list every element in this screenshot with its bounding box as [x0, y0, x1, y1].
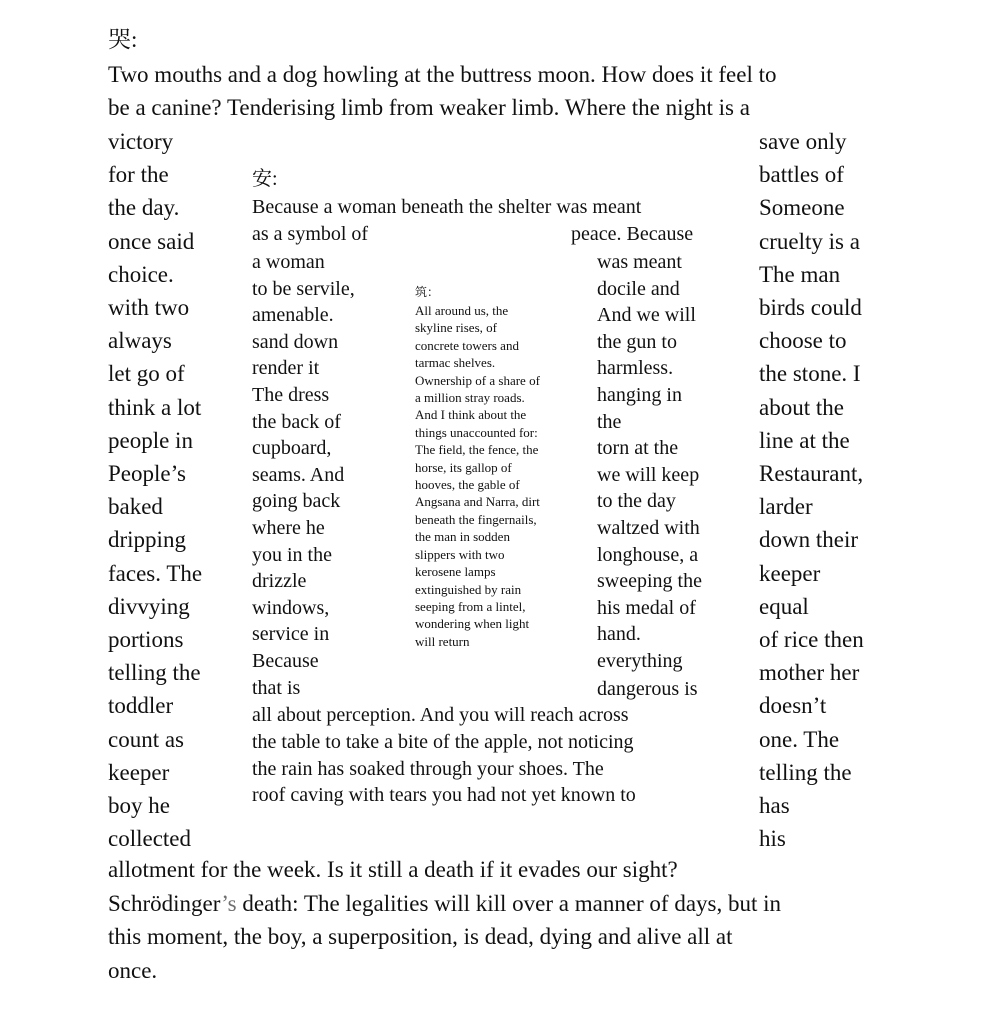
outer-bottom-line: this moment, the boy, a superposition, is dead, dying and alive all at [108, 924, 733, 949]
middle-left-line: seams. And [252, 463, 345, 486]
outer-left-line: dripping [108, 527, 186, 553]
inner-line: And I think about the [415, 407, 527, 423]
outer-left-line: toddler [108, 693, 174, 719]
middle-left-line: where he [252, 516, 325, 539]
outer-left-line: boy he [108, 793, 170, 819]
middle-right-line: we will keep [597, 463, 700, 486]
outer-right-line: The man [759, 261, 841, 287]
middle-bottom-line: roof caving with tears you had not yet known to [252, 784, 636, 807]
outer-bottom-line [108, 887, 781, 921]
middle-right-line: the gun to [597, 330, 677, 353]
middle-right-line: sweeping the [597, 570, 702, 593]
inner-line: slippers with two [415, 546, 505, 562]
middle-right-line: hanging in [597, 383, 682, 406]
inner-line: wondering when light [415, 616, 530, 632]
outer-right-line: telling the [759, 759, 852, 785]
outer-left-line: divvying [108, 593, 190, 619]
outer-right-line: battles of [759, 162, 844, 188]
outer-top-line: Two mouths and a dog howling at the buttress moon. How does it feel to [108, 62, 777, 87]
middle-left-line: going back [252, 490, 341, 513]
middle-left-line: The dress [252, 383, 330, 406]
outer-left-line: keeper [108, 759, 170, 785]
outer-right-line: doesn’t [759, 693, 827, 719]
inner-line: The field, the fence, the [415, 442, 539, 458]
outer-right-line: cruelty is a [759, 228, 860, 254]
outer-left-line: for the [108, 162, 169, 188]
outer-top-line: be a canine? Tenderising limb from weaker limb. Where the night is a [108, 95, 750, 121]
schrodinger-word: Schrödinger [108, 890, 222, 916]
outer-left-line: portions [108, 627, 184, 653]
middle-right-line: hand. [597, 623, 641, 646]
middle-right-column [597, 249, 702, 675]
outer-right-line: has [759, 793, 790, 819]
middle-left-line: cupboard, [252, 437, 332, 460]
outer-left-line: faces. The [108, 560, 203, 586]
middle-right-line: the [597, 410, 622, 433]
outer-right-line: keeper [759, 560, 821, 586]
outer-right-line: Restaurant, [759, 461, 864, 487]
outer-poem-top-lines [108, 58, 777, 124]
middle-left-line: windows, [252, 596, 330, 619]
middle-right-line: torn at the [597, 437, 679, 460]
inner-line: extinguished by rain [415, 581, 522, 597]
middle-left-line: you in the [252, 543, 332, 566]
middle-bottom-line: the table to take a bite of the apple, not noticing [252, 730, 634, 753]
outer-bottom-line-rest: death: The legalities will kill over a manner of days, but in [236, 890, 782, 916]
middle-left-line: drizzle [252, 570, 307, 593]
middle-left-line: amenable. [252, 304, 334, 327]
outer-left-line: count as [108, 726, 185, 752]
middle-right-line: his medal of [597, 596, 696, 619]
outer-right-line: save only [759, 129, 847, 154]
inner-line: things unaccounted for: [415, 424, 538, 440]
inner-line: skyline rises, of [415, 320, 497, 336]
middle-right-line: And we will [597, 304, 696, 327]
middle-second-left: as a symbol of [252, 222, 369, 245]
middle-top-line: Because a woman beneath the shelter was meant [252, 196, 642, 218]
middle-right-line: longhouse, a [597, 543, 699, 566]
inner-line: Angsana and Narra, dirt [415, 494, 540, 510]
outer-left-line: people in [108, 427, 193, 453]
outer-poem-title: 哭: [108, 27, 138, 52]
inner-line: seeping from a lintel, [415, 598, 526, 614]
outer-right-line: one. The [759, 726, 840, 752]
outer-left-line: victory [108, 129, 174, 154]
outer-left-line: baked [108, 494, 163, 520]
inner-line: will return [415, 633, 470, 649]
outer-left-line: once said [108, 228, 195, 254]
middle-right-line: to the day [597, 490, 676, 513]
outer-left-line: think a lot [108, 394, 202, 420]
outer-poem-bottom-lines [108, 853, 781, 987]
middle-poem-bottom-lines [252, 702, 636, 809]
inner-line: All around us, the [415, 303, 509, 318]
outer-right-line: line at the [759, 427, 850, 453]
inner-line: a million stray roads. [415, 390, 525, 406]
outer-right-line: mother her [759, 660, 860, 686]
middle-right-last-line: dangerous is [597, 678, 698, 700]
outer-right-line: down their [759, 527, 859, 553]
outer-left-line: telling the [108, 660, 201, 686]
outer-left-line: let go of [108, 361, 185, 387]
outer-right-line: Someone [759, 195, 845, 221]
middle-left-line: Because [252, 649, 319, 672]
middle-bottom-line: all about perception. And you will reach across [252, 704, 629, 726]
outer-left-line: People’s [108, 461, 186, 487]
outer-bottom-line: once. [108, 957, 158, 983]
middle-left-line: a woman [252, 251, 325, 273]
middle-right-line: was meant [597, 251, 682, 273]
outer-left-line: choice. [108, 261, 174, 287]
inner-line: kerosene lamps [415, 564, 496, 580]
middle-second-right: peace. Because [571, 223, 694, 245]
middle-bottom-line: the rain has soaked through your shoes. The [252, 757, 604, 780]
outer-right-line: choose to [759, 328, 847, 354]
outer-right-line: equal [759, 593, 809, 619]
outer-right-line: larder [759, 494, 813, 520]
outer-right-line: of rice then [759, 627, 864, 653]
outer-left-line: the day. [108, 195, 180, 221]
inner-line: horse, its gallop of [415, 459, 512, 475]
outer-right-line: about the [759, 394, 844, 420]
middle-left-line: render it [252, 357, 320, 380]
middle-left-line: that is [252, 676, 301, 699]
inner-line: tarmac shelves. [415, 355, 496, 371]
middle-right-line: docile and [597, 277, 680, 300]
middle-left-line: service in [252, 623, 330, 646]
middle-right-line: everything [597, 649, 683, 672]
outer-left-line: with two [108, 295, 190, 321]
outer-left-column [108, 125, 202, 855]
outer-bottom-line: allotment for the week. Is it still a death if it evades our sight? [108, 857, 678, 882]
outer-left-line: always [108, 328, 172, 354]
middle-left-column [252, 249, 355, 701]
inner-line: the man in sodden [415, 529, 510, 545]
outer-left-line: collected [108, 826, 192, 852]
middle-left-line: the back of [252, 410, 341, 433]
outer-right-line: his [759, 826, 786, 852]
possessive-mark: ’s [221, 890, 237, 916]
middle-left-line: sand down [252, 330, 339, 353]
outer-right-line: the stone. I [759, 361, 861, 387]
outer-right-line: birds could [759, 295, 862, 321]
middle-left-line: to be servile, [252, 277, 355, 300]
inner-line: Ownership of a share of [415, 372, 540, 388]
inner-poem-title: 筑： [415, 285, 440, 299]
middle-right-line: harmless. [597, 357, 674, 380]
inner-line: beneath the fingernails, [415, 511, 537, 527]
outer-right-column [759, 125, 864, 855]
inner-line: hooves, the gable of [415, 477, 520, 493]
middle-poem-title: 安: [252, 168, 278, 190]
inner-line: concrete towers and [415, 337, 519, 353]
inner-poem-body [415, 302, 540, 650]
middle-right-line: waltzed with [597, 516, 700, 539]
